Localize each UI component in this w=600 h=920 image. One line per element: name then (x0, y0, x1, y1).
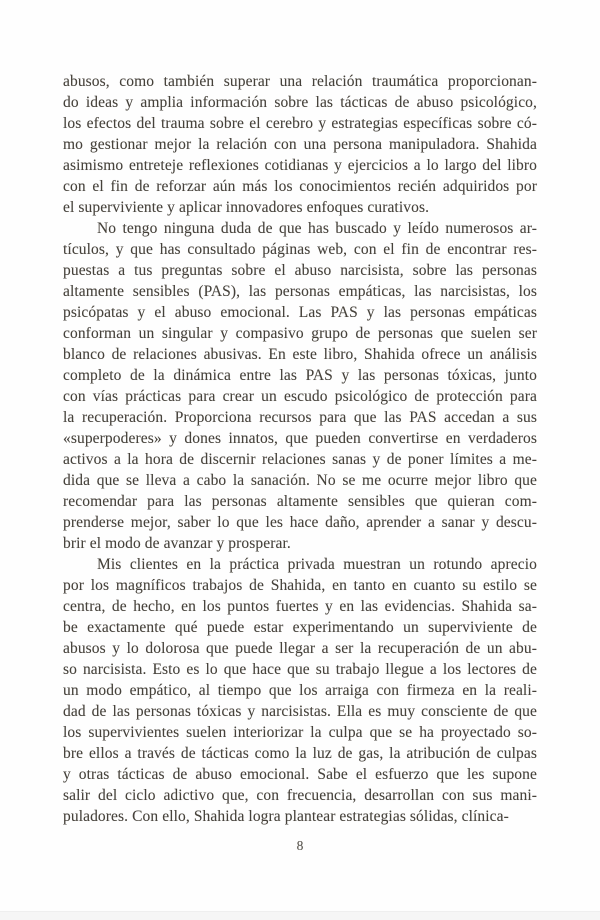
paragraph (63, 554, 537, 827)
text-line: mo gestionar mejor la relación con una persona manipuladora. Shahida (63, 136, 537, 153)
text-line: dida que se lleva a cabo la sanación. No se me ocurre mejor libro que (63, 472, 537, 489)
text-line: centra, de hecho, en los puntos fuertes y en las evidencias. Shahida sa- (63, 598, 537, 615)
text-line: abusos y lo dolorosa que puede llegar a ser la recuperación de un abu- (63, 640, 537, 657)
text-line: blanco de relaciones abusivas. En este libro, Shahida ofrece un análisis (63, 346, 537, 363)
text-line: conforman un singular y compasivo grupo de personas que suelen ser (63, 325, 537, 342)
text-line: por los magníficos trabajos de Shahida, en tanto en cuanto su estilo se (63, 577, 537, 594)
text-line: y otras tácticas de abuso emocional. Sabe el esfuerzo que les supone (63, 766, 537, 783)
text-line: altamente sensibles (PAS), las personas empáticas, las narcisistas, los (63, 283, 537, 300)
text-block (63, 71, 537, 827)
text-line: el superviviente y aplicar innovadores enfoques curativos. (63, 199, 430, 216)
paragraph (63, 218, 537, 554)
text-line: los supervivientes suelen interiorizar la culpa que se ha proyectado so- (63, 724, 537, 741)
text-line: completo de la dinámica entre las PAS y las personas tóxicas, junto (63, 367, 537, 384)
text-line: recomendar para las personas altamente sensibles que quieran com- (63, 493, 537, 510)
text-line: activos a la hora de discernir relaciones sanas y de poner límites a me- (63, 451, 537, 468)
text-line: Mis clientes en la práctica privada muestran un rotundo aprecio (97, 556, 537, 573)
paragraph (63, 71, 537, 218)
text-line: «superpoderes» y dones innatos, que pueden convertirse en verdaderos (63, 430, 537, 447)
text-line: salir del ciclo adictivo que, con frecuencia, desarrollan con sus mani- (63, 787, 537, 804)
text-line: do ideas y amplia información sobre las tácticas de abuso psicológico, (63, 94, 537, 111)
text-line: No tengo ninguna duda de que has buscado y leído numerosos ar- (97, 220, 537, 237)
text-line: be exactamente qué puede estar experimentando un superviviente de (63, 619, 537, 636)
footer-bar (0, 911, 600, 920)
page-number: 8 (296, 838, 304, 853)
text-line: puladores. Con ello, Shahida logra plantear estrategias sólidas, clínica- (63, 808, 509, 825)
text-line: los efectos del trauma sobre el cerebro y estrategias específicas sobre có- (63, 115, 537, 132)
text-line: prenderse mejor, saber lo que les hace daño, aprender a sanar y descu- (63, 514, 537, 531)
text-line: un modo empático, al tiempo que los arraiga con firmeza en la reali- (63, 682, 537, 699)
text-line: asimismo entreteje reflexiones cotidianas y ejercicios a lo largo del libro (63, 157, 537, 174)
text-line: so narcisista. Esto es lo que hace que su trabajo llegue a los lectores de (63, 661, 537, 678)
text-line: bre ellos a través de tácticas como la luz de gas, la atribución de culpas (63, 745, 537, 762)
text-line: la recuperación. Proporciona recursos para que las PAS accedan a sus (63, 409, 537, 426)
text-line: puestas a tus preguntas sobre el abuso narcisista, sobre las personas (63, 262, 537, 279)
text-line: psicópatas y el abuso emocional. Las PAS y las personas empáticas (63, 304, 537, 321)
text-line: abusos, como también superar una relación traumática proporcionan- (63, 73, 537, 90)
text-line: dad de las personas tóxicas y narcisistas. Ella es muy consciente de que (63, 703, 537, 720)
text-line: con el fin de reforzar aún más los conocimientos recién adquiridos por (63, 178, 537, 195)
text-line: tículos, y que has consultado páginas web, con el fin de encontrar res- (63, 241, 537, 258)
text-line: brir el modo de avanzar y prosperar. (63, 535, 291, 552)
text-line: con vías prácticas para crear un escudo psicológico de protección para (63, 388, 537, 405)
